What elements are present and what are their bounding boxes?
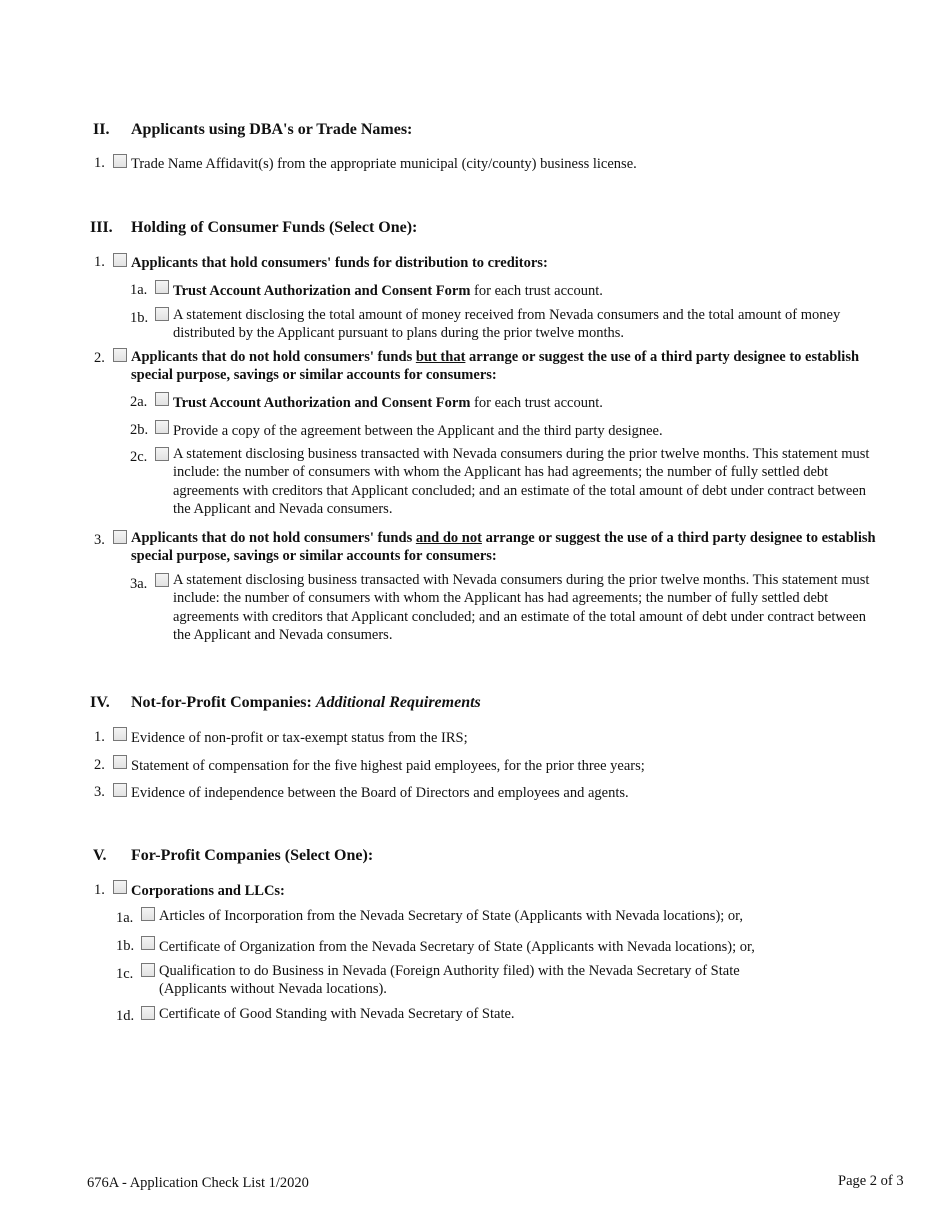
item-number: 1c. xyxy=(116,966,134,982)
checkbox-1b-statement[interactable] xyxy=(155,307,169,321)
checkbox-no-third-party-designee[interactable] xyxy=(113,530,127,544)
form-name-rest: for each trust account. xyxy=(470,395,603,411)
form-name: Trust Account Authorization and Consent Form xyxy=(173,283,471,299)
text-part: arrange or suggest the use of a third party designee to establish special purpose, savings or similar accounts for consumers: xyxy=(131,349,860,384)
section-v-title: For-Profit Companies (Select One): xyxy=(131,847,374,864)
item-text-2a-trust-account-form xyxy=(173,394,603,412)
checkbox-corporations-llcs[interactable] xyxy=(113,880,127,894)
checkbox-1a-articles-of-incorporation[interactable] xyxy=(141,907,155,921)
checkbox-trade-name-affidavit[interactable] xyxy=(113,154,127,168)
checkbox-hold-consumer-funds[interactable] xyxy=(113,253,127,267)
checkbox-2c-statement[interactable] xyxy=(155,447,169,461)
item-text-trade-name-affidavit: Trade Name Affidavit(s) from the appropriate municipal (city/county) business license. xyxy=(131,156,637,172)
item-text-1d-good-standing: Certificate of Good Standing with Nevada Secretary of State. xyxy=(159,1006,515,1022)
footer-page-number: Page 2 of 3 xyxy=(838,1173,904,1189)
item-number: 2a. xyxy=(130,394,148,410)
item-number: 1a. xyxy=(130,282,148,298)
checkbox-third-party-designee[interactable] xyxy=(113,348,127,362)
item-number: 1. xyxy=(94,729,105,745)
item-number: 1. xyxy=(94,882,105,898)
item-text-hold-consumer-funds: Applicants that hold consumers' funds for distribution to creditors: xyxy=(131,255,548,271)
item-number: 3a. xyxy=(130,576,148,592)
item-text-1b-statement: A statement disclosing the total amount of money received from Nevada consumers and the total amount of money distributed by the Applicant pursuant to plans during the prior twelve months. xyxy=(173,307,841,342)
item-text-third-party-designee xyxy=(131,348,871,385)
item-text-1b-certificate-of-organization: Certificate of Organization from the Nevada Secretary of State (Applicants with Nevada locations); or, xyxy=(159,939,755,955)
section-iii-title: Holding of Consumer Funds (Select One): xyxy=(131,219,418,236)
section-iv-title-italic: Additional Requirements xyxy=(315,694,481,711)
item-number: 3. xyxy=(94,532,105,548)
item-text-compensation-statement: Statement of compensation for the five highest paid employees, for the prior three years; xyxy=(131,758,645,774)
item-text-corporations-llcs: Corporations and LLCs: xyxy=(131,883,285,899)
checkbox-3a-statement[interactable] xyxy=(155,573,169,587)
checkbox-1b-certificate-of-organization[interactable] xyxy=(141,936,155,950)
checkbox-1a-trust-account-form[interactable] xyxy=(155,280,169,294)
section-iv-roman: IV. xyxy=(90,694,110,711)
section-ii-title: Applicants using DBA's or Trade Names: xyxy=(131,121,413,138)
checkbox-board-independence[interactable] xyxy=(113,783,127,797)
section-iv-title-main: Not-for-Profit Companies: xyxy=(131,694,316,711)
item-text-2b-agreement-copy: Provide a copy of the agreement between the Applicant and the third party designee. xyxy=(173,423,663,439)
checkbox-1c-qualification[interactable] xyxy=(141,963,155,977)
footer-form-id: 676A - Application Check List 1/2020 xyxy=(87,1175,309,1191)
item-number: 1b. xyxy=(130,310,149,326)
section-v-roman: V. xyxy=(93,847,107,864)
item-text-3a-statement: A statement disclosing business transacted with Nevada consumers during the prior twelve months. This statement must include: the number of consumers with whom the Applicant has had agreements; the number of fully settled debt agreements with creditors that Applicant concluded; and an estimate of the total amount of debt under contract between the Applicant and Nevada consumers. xyxy=(173,572,870,643)
item-number: 1a. xyxy=(116,910,134,926)
checkbox-non-profit-evidence[interactable] xyxy=(113,727,127,741)
checkbox-1d-good-standing[interactable] xyxy=(141,1006,155,1020)
item-text-no-third-party-designee xyxy=(131,529,876,566)
item-text-2c-statement: A statement disclosing business transacted with Nevada consumers during the prior twelve months. This statement must include: the number of consumers with whom the Applicant has had agreements; the number of fully settled debt agreements with creditors that Applicant concluded; and an estimate of the total amount of debt under contract between the Applicant and Nevada consumers. xyxy=(173,446,870,517)
item-number: 2. xyxy=(94,350,105,366)
item-number: 3. xyxy=(94,784,105,800)
text-part: Applicants that do not hold consumers' funds xyxy=(131,349,416,365)
item-text-1a-articles-of-incorporation: Articles of Incorporation from the Nevada Secretary of State (Applicants with Nevada locations); or, xyxy=(159,908,744,924)
text-part: Applicants that do not hold consumers' funds xyxy=(131,530,416,546)
item-text-1a-trust-account-form xyxy=(173,282,603,300)
checkbox-2a-trust-account-form[interactable] xyxy=(155,392,169,406)
item-number: 1. xyxy=(94,155,105,171)
checkbox-compensation-statement[interactable] xyxy=(113,755,127,769)
form-name-rest: for each trust account. xyxy=(470,283,603,299)
item-number: 1d. xyxy=(116,1008,135,1024)
form-name: Trust Account Authorization and Consent Form xyxy=(173,395,471,411)
item-number: 2. xyxy=(94,757,105,773)
item-number: 2c. xyxy=(130,449,148,465)
text-part: arrange or suggest the use of a third party designee to establish special purpose, savings or similar accounts for consumers: xyxy=(131,530,876,565)
section-ii-roman: II. xyxy=(93,121,110,138)
section-iii-roman: III. xyxy=(90,219,113,236)
checkbox-2b-agreement-copy[interactable] xyxy=(155,420,169,434)
item-text-1c-qualification: Qualification to do Business in Nevada (Foreign Authority filed) with the Nevada Secretary of State (Applicants without Nevada locations). xyxy=(159,963,740,998)
underlined-text: but that xyxy=(415,349,466,365)
item-text-board-independence: Evidence of independence between the Board of Directors and employees and agents. xyxy=(131,785,629,801)
item-number: 1. xyxy=(94,254,105,270)
section-iv-title xyxy=(131,694,481,712)
underlined-text: and do not xyxy=(415,530,482,546)
item-text-non-profit-evidence: Evidence of non-profit or tax-exempt status from the IRS; xyxy=(131,730,468,746)
item-number: 1b. xyxy=(116,938,135,954)
item-number: 2b. xyxy=(130,422,149,438)
